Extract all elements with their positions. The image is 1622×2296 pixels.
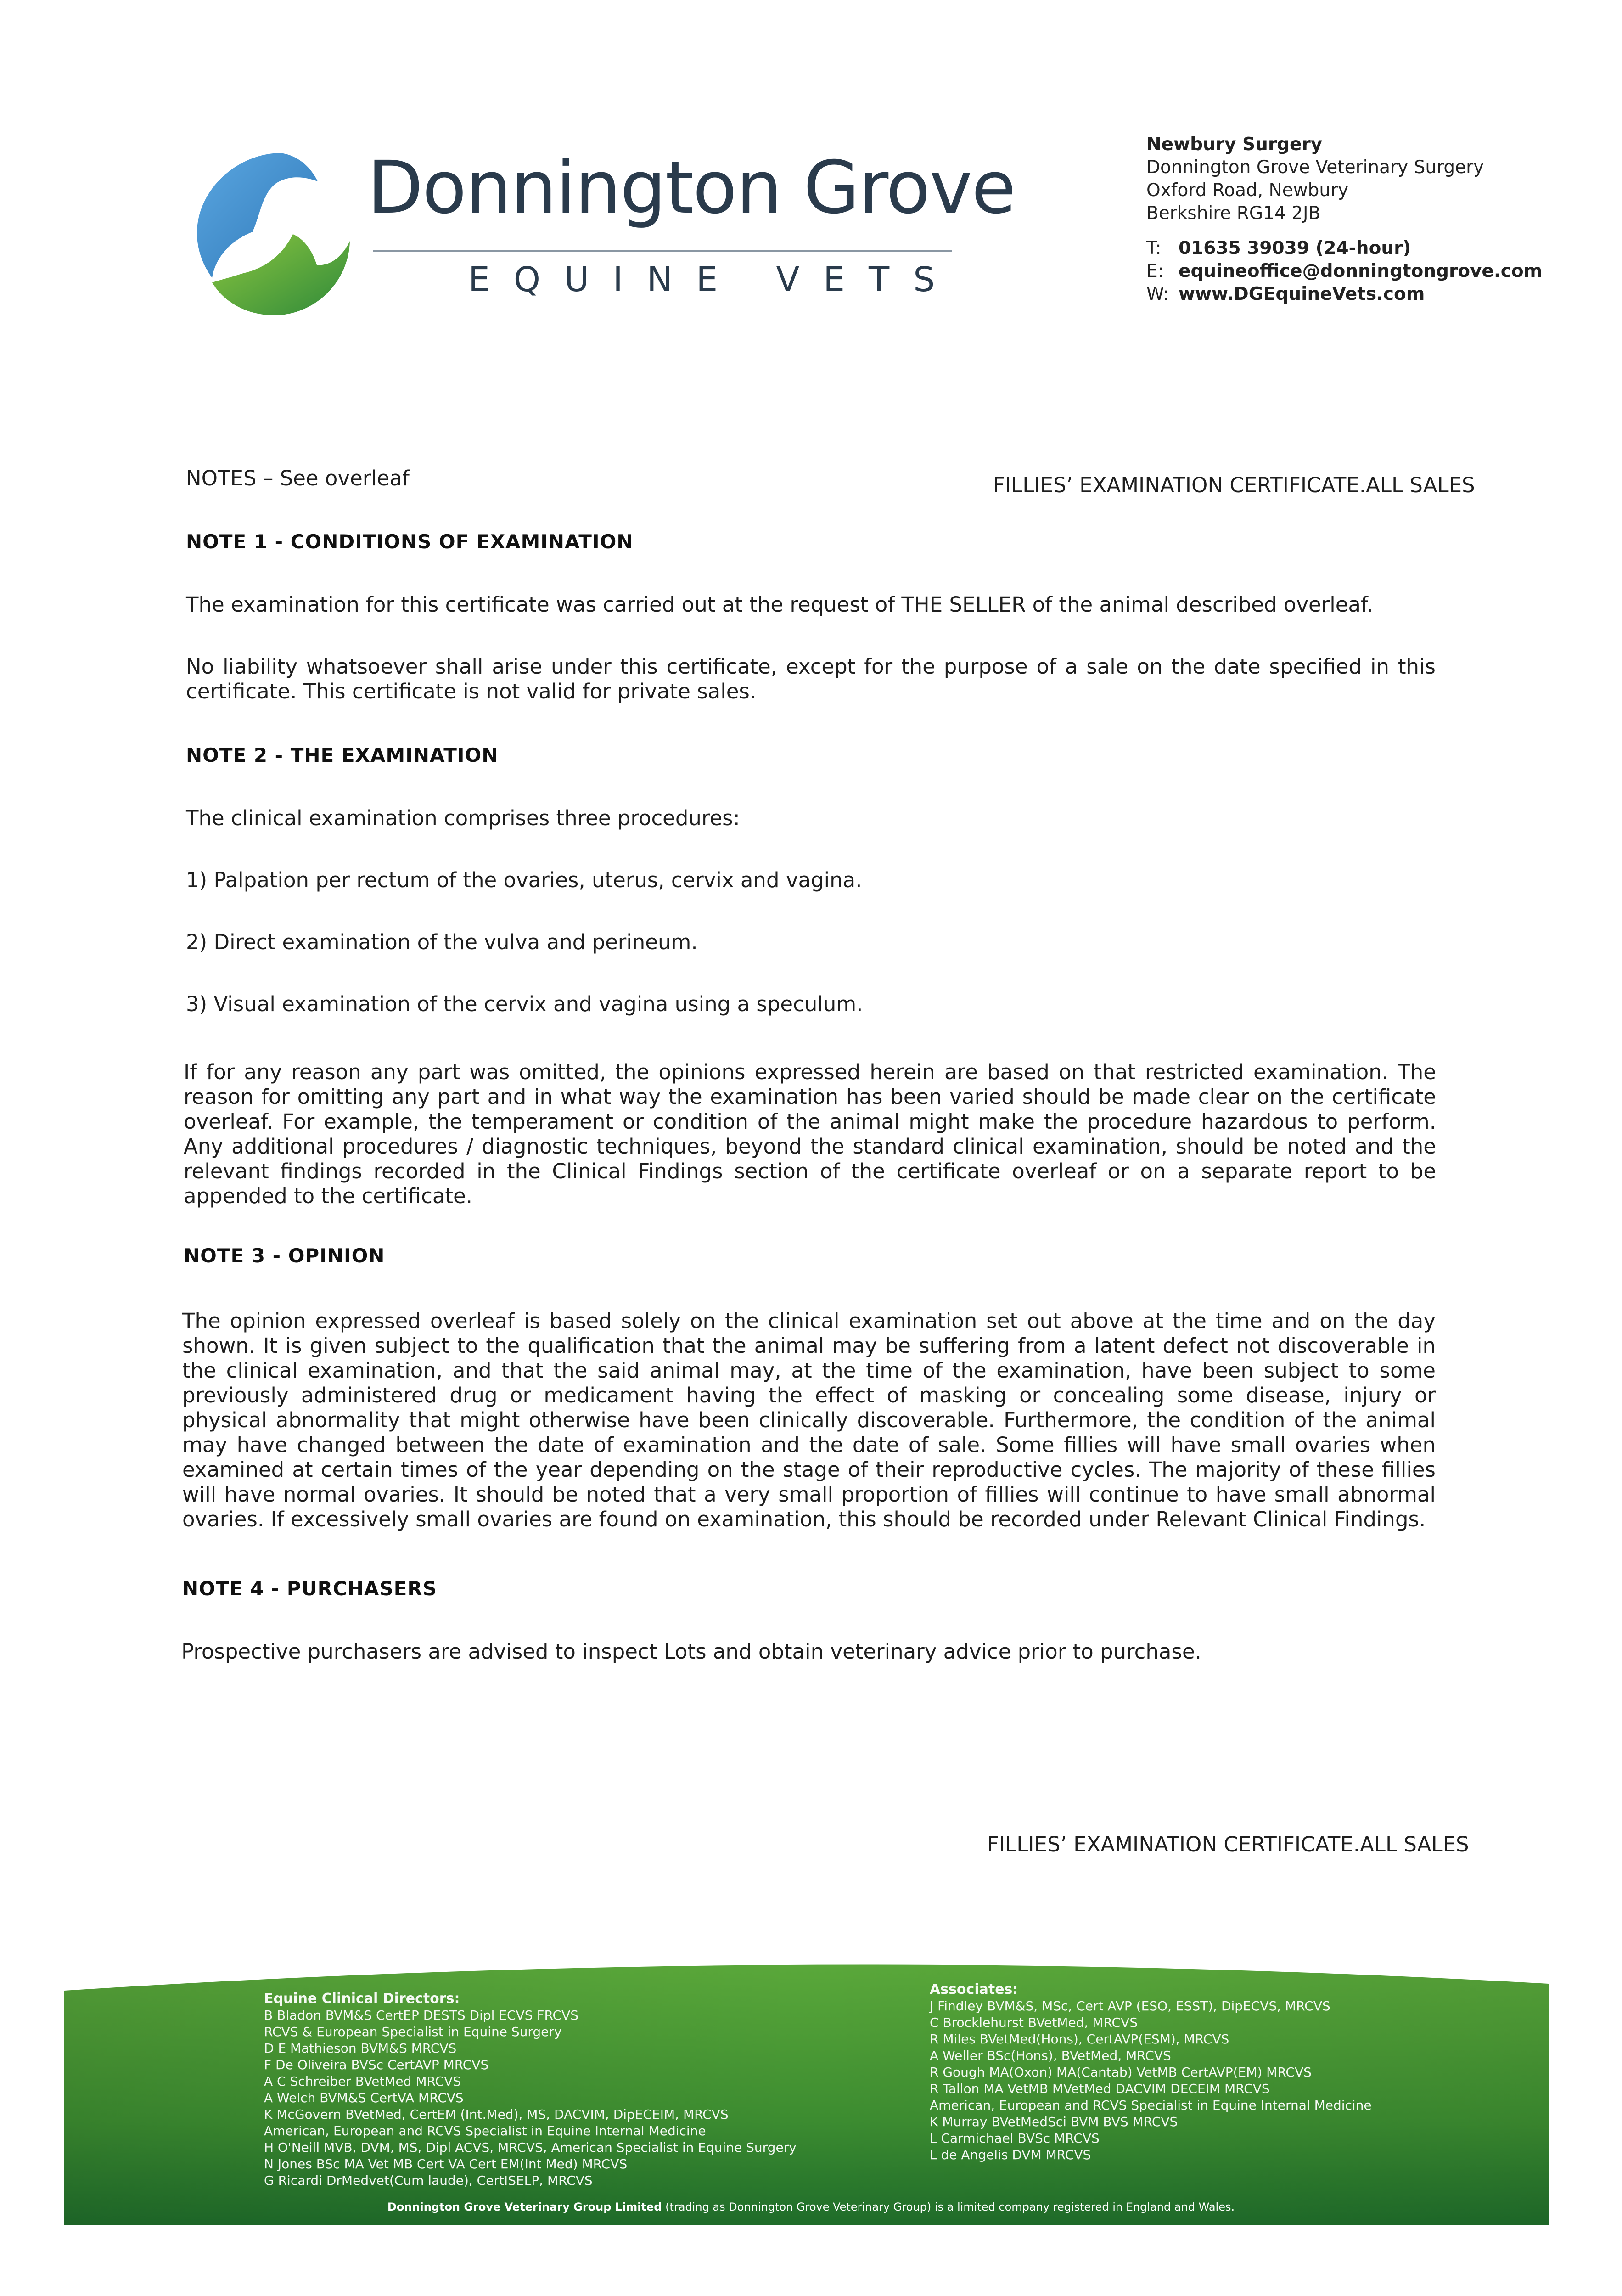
director-line: N Jones BSc MA Vet MB Cert VA Cert EM(Int Med) MRCVS (264, 2156, 628, 2172)
director-line: K McGovern BVetMed, CertEM (Int.Med), MS, DACVIM, DipECEIM, MRCVS (264, 2107, 729, 2122)
associates-heading: Associates: (930, 1981, 1018, 1998)
footer-band (0, 1924, 1622, 2236)
phone-row (1146, 237, 1542, 260)
director-line: D E Mathieson BVM&S MRCVS (264, 2041, 457, 2056)
certificate-title-top: FILLIES’ EXAMINATION CERTIFICATE.ALL SALES (993, 473, 1475, 497)
associate-line: A Weller BSc(Hons), BVetMed, MRCVS (930, 2048, 1171, 2063)
associate-line: R Miles BVetMed(Hons), CertAVP(ESM), MRCVS (930, 2032, 1229, 2047)
email-link[interactable]: equineoffice@donningtongrove.com (1179, 261, 1543, 281)
note2-intro: The clinical examination comprises three procedures: (186, 806, 740, 830)
note3-heading: NOTE 3 - OPINION (184, 1244, 385, 1267)
address-block (1146, 133, 1542, 306)
note2-heading: NOTE 2 - THE EXAMINATION (186, 744, 499, 766)
surgery-name: Newbury Surgery (1146, 134, 1323, 155)
web-label: W: (1146, 284, 1169, 304)
logo-mark-icon (184, 145, 358, 319)
note3-paragraph: The opinion expressed overleaf is based solely on the clinical examination set out above at the time and on the day shown. It is given subject to the qualification that the animal may be suffering from a latent defect not discoverable in the clinical examination, and that the said animal may, at the time of the examination, have been subject to some previously administered drug or medicament having the effect of masking or concealing some disease, injury or physical abnormality that might otherwise have been clinically discoverable. Furthermore, the condition of the animal may have changed between the date of examination and the date of sale. Some fillies will have small ovaries when examined at certain times of the year depending on the stage of their reproductive cycles. The majority of these fillies will have normal ovaries. It should be noted that a very small proportion of fillies will continue to have small abnormal ovaries. If excessively small ovaries are found on examination, this should be recorded under Relevant Clinical Findings. (182, 1309, 1436, 1531)
director-line: A Welch BVM&S CertVA MRCVS (264, 2090, 464, 2105)
brand-name: Donnington Grove (367, 146, 1016, 230)
phone-label: T: (1146, 238, 1162, 259)
associate-line: R Gough MA(Oxon) MA(Cantab) VetMB CertAVP(EM) MRCVS (930, 2065, 1312, 2080)
email-label: E: (1146, 261, 1164, 281)
company-legal-text: (trading as Donnington Grove Veterinary Group) is a limited company registered in England and Wales. (662, 2200, 1235, 2213)
address-line-1: Donnington Grove Veterinary Surgery (1146, 157, 1484, 178)
note1-paragraph-2: No liability whatsoever shall arise under this certificate, except for the purpose of a sale on the date specified in this certificate. This certificate is not valid for private sales. (186, 654, 1436, 703)
address-line-3: Berkshire RG14 2JB (1146, 203, 1321, 224)
web-link[interactable]: www.DGEquineVets.com (1179, 284, 1425, 304)
director-line: American, European and RCVS Specialist in Equine Internal Medicine (264, 2123, 706, 2138)
associate-line: J Findley BVM&S, MSc, Cert AVP (ESO, ESST), DipECVS, MRCVS (930, 1998, 1330, 2014)
note2-paragraph: If for any reason any part was omitted, the opinions expressed herein are based on that restricted examination. The reason for omitting any part and in what way the examination has been varied should be made clear on the certificate overleaf. For example, the temperament or condition of the animal might make the procedure hazardous to perform. Any additional procedures / diagnostic techniques, beyond the standard clinical examination, should be noted and the relevant findings recorded in the Clinical Findings section of the certificate overleaf or on a separate report to be appended to the certificate. (184, 1060, 1436, 1208)
address-line-2: Oxford Road, Newbury (1146, 180, 1349, 201)
associates-list (930, 1981, 1372, 2163)
company-legal-notice (0, 2200, 1622, 2213)
procedure-item-3: 3) Visual examination of the cervix and vagina using a speculum. (186, 992, 863, 1016)
note4-paragraph: Prospective purchasers are advised to inspect Lots and obtain veterinary advice prior to purchase. (181, 1639, 1201, 1664)
phone-number: 01635 39039 (24-hour) (1179, 238, 1411, 259)
associate-line: C Brocklehurst BVetMed, MRCVS (930, 2015, 1138, 2030)
director-line: A C Schreiber BVetMed MRCVS (264, 2074, 461, 2089)
note4-heading: NOTE 4 - PURCHASERS (182, 1577, 437, 1600)
directors-list (264, 1991, 797, 2189)
associate-line: L Carmichael BVSc MRCVS (930, 2131, 1100, 2146)
associate-line: L de Angelis DVM MRCVS (930, 2147, 1091, 2162)
associate-line: American, European and RCVS Specialist in Equine Internal Medicine (930, 2098, 1372, 2113)
procedure-item-1: 1) Palpation per rectum of the ovaries, uterus, cervix and vagina. (186, 868, 862, 892)
notes-header: NOTES – See overleaf (186, 466, 410, 490)
email-row (1146, 260, 1542, 283)
directors-heading: Equine Clinical Directors: (264, 1991, 460, 2007)
director-line: G Ricardi DrMedvet(Cum laude), CertISELP, MRCVS (264, 2173, 593, 2188)
director-line: RCVS & European Specialist in Equine Surgery (264, 2024, 562, 2039)
certificate-title-bottom: FILLIES’ EXAMINATION CERTIFICATE.ALL SALES (987, 1832, 1469, 1857)
procedure-item-2: 2) Direct examination of the vulva and perineum. (186, 930, 698, 954)
company-name: Donnington Grove Veterinary Group Limited (387, 2200, 662, 2213)
note1-heading: NOTE 1 - CONDITIONS OF EXAMINATION (186, 530, 634, 553)
associate-line: R Tallon MA VetMB MVetMed DACVIM DECEIM MRCVS (930, 2081, 1270, 2096)
note1-paragraph-1: The examination for this certificate was carried out at the request of THE SELLER of the animal described overleaf. (186, 592, 1373, 617)
director-line: F De Oliveira BVSc CertAVP MRCVS (264, 2057, 489, 2072)
brand-tagline: EQUINE VETS (468, 260, 959, 299)
associate-line: K Murray BVetMedSci BVM BVS MRCVS (930, 2114, 1178, 2129)
web-row (1146, 283, 1542, 306)
director-line: H O'Neill MVB, DVM, MS, Dipl ACVS, MRCVS, American Specialist in Equine Surgery (264, 2140, 797, 2155)
director-line: B Bladon BVM&S CertEP DESTS Dipl ECVS FRCVS (264, 2008, 579, 2023)
logo-divider (373, 250, 952, 252)
